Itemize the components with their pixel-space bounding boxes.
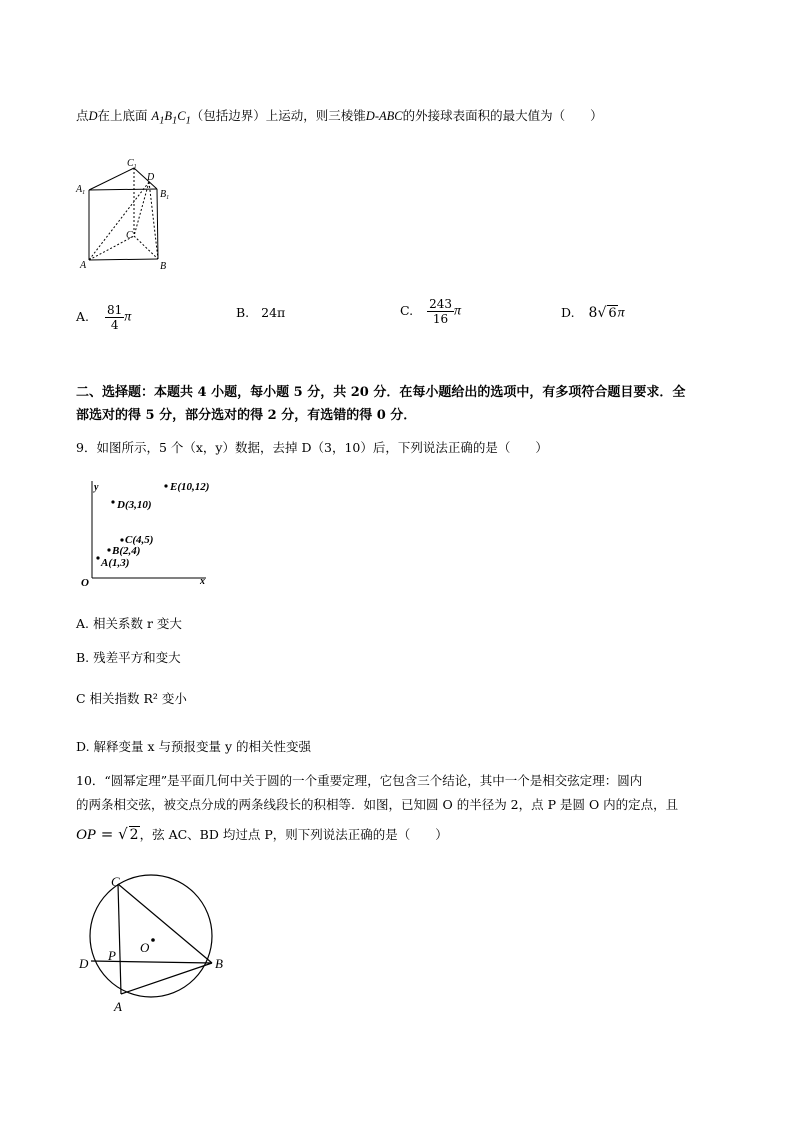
q8-face-sub: 1 bbox=[159, 115, 165, 127]
point-b-label: B(2,4) bbox=[112, 545, 141, 557]
label-c: C bbox=[111, 874, 120, 889]
edge-a1c1 bbox=[89, 168, 134, 190]
q8-text: （包括边界）上运动，则三棱锥 bbox=[190, 108, 366, 123]
q8-option-a[interactable] bbox=[76, 303, 131, 332]
q8-face-a: A bbox=[151, 109, 160, 123]
q9-option-a[interactable]: A. 相关系数 r 变大 bbox=[76, 616, 182, 631]
point-d bbox=[111, 500, 114, 503]
q9-option-d[interactable]: D. 解释变量 x 与预报变量 y 的相关性变强 bbox=[76, 739, 312, 754]
q8-option-d[interactable] bbox=[561, 305, 625, 322]
option-label: A. bbox=[76, 309, 90, 324]
q8-face-c: C bbox=[177, 109, 186, 123]
point-a-label: A(1,3) bbox=[101, 557, 130, 569]
scatter-plot bbox=[74, 476, 214, 588]
op-symbol: OP bbox=[76, 827, 96, 843]
q10-line-1: 10．“圆幂定理”是平面几何中关于圆的一个重要定理，它包含三个结论，其中一个是相交弦定理：圆内 bbox=[76, 773, 643, 788]
edge-da bbox=[89, 182, 149, 260]
label-b: B bbox=[215, 956, 223, 971]
q10-line-3 bbox=[76, 826, 448, 843]
q8-option-b[interactable] bbox=[236, 305, 285, 320]
origin-label: O bbox=[81, 577, 89, 588]
option-label: B. bbox=[236, 305, 250, 320]
point-d-label: D(3,10) bbox=[117, 499, 152, 511]
option-label: D. bbox=[561, 305, 575, 320]
y-axis-label: y bbox=[94, 482, 99, 493]
edge-ab bbox=[89, 259, 158, 260]
q9-option-c[interactable]: C 相关指数 R² 变小 bbox=[76, 691, 187, 706]
equals-sign: = bbox=[96, 825, 119, 843]
point-a bbox=[96, 556, 99, 559]
edge-dc bbox=[134, 182, 149, 236]
q8-option-c[interactable] bbox=[400, 297, 461, 326]
point-b bbox=[107, 548, 110, 551]
q8-face-sub: 1 bbox=[185, 115, 191, 127]
q8-face-b: B bbox=[164, 109, 173, 123]
point-c-label: C(4,5) bbox=[125, 534, 154, 546]
q8-pyramid: D-ABC bbox=[365, 109, 403, 123]
label-o: O bbox=[140, 940, 150, 955]
segment-ab bbox=[121, 963, 212, 994]
radicand: 6 bbox=[608, 306, 617, 321]
q8-text: 的外接球表面积的最大值为（ ） bbox=[402, 108, 603, 123]
q9-stem: 9．如图所示，5 个（x，y）数据，去掉 D（3，10）后，下列说法正确的是（ ） bbox=[76, 440, 548, 455]
q8-stem bbox=[76, 108, 603, 130]
q8-point-d: D bbox=[88, 109, 98, 123]
label-c: C bbox=[126, 230, 133, 241]
label-a1: $A_1$ bbox=[76, 184, 86, 196]
label-b: B bbox=[160, 261, 167, 272]
option-label: C. bbox=[400, 303, 414, 318]
pi-symbol: π bbox=[453, 303, 461, 319]
option-b-value: 24π bbox=[261, 305, 286, 320]
fraction bbox=[105, 303, 124, 332]
q9-option-b[interactable]: B. 残差平方和变大 bbox=[76, 650, 181, 665]
edge-bb1 bbox=[157, 189, 158, 259]
q8-text: 点 bbox=[76, 108, 89, 123]
point-e bbox=[164, 484, 167, 487]
coefficient: 8 bbox=[588, 305, 598, 321]
numerator: 81 bbox=[107, 303, 123, 317]
label-b1: $B_1$ bbox=[160, 189, 170, 201]
point-c bbox=[120, 538, 123, 541]
q10-line-2: 的两条相交弦，被交点分成的两条线段长的积相等．如图，已知圆 O 的半径为 2，点 P 是圆 O 内的定点，且 bbox=[76, 797, 679, 812]
q8-text: 在上底面 bbox=[97, 108, 148, 123]
pi-symbol: π bbox=[617, 305, 625, 321]
denominator: 16 bbox=[432, 312, 449, 326]
circle-o bbox=[90, 875, 212, 997]
label-c1: $C_1$ bbox=[127, 158, 137, 170]
radicand: 2 bbox=[129, 827, 139, 843]
segment-cb bbox=[118, 884, 212, 963]
label-d: D bbox=[147, 172, 155, 183]
section-2-line-2: 部选对的得 5 分，部分选对的得 2 分，有选错的得 0 分． bbox=[76, 408, 417, 423]
label-a: A bbox=[114, 999, 122, 1014]
point-e-label: E(10,12) bbox=[170, 481, 210, 493]
x-axis-label: x bbox=[200, 576, 205, 587]
section-2-line-1: 二、选择题：本题共 4 小题，每小题 5 分，共 20 分．在每小题给出的选项中，有多项符合题目要求．全 bbox=[76, 385, 686, 400]
label-d: D bbox=[79, 956, 89, 971]
sqrt-sign: √ bbox=[597, 305, 607, 321]
q10-line-3-text: ，弦 AC、BD 均过点 P，则下列说法正确的是（ ） bbox=[139, 827, 448, 842]
chord-ac bbox=[118, 884, 121, 994]
center-o bbox=[151, 938, 155, 942]
pi-symbol: π bbox=[124, 309, 132, 325]
q8-face bbox=[151, 109, 191, 127]
label-p: P bbox=[108, 948, 116, 963]
sqrt-sign: √ bbox=[118, 825, 128, 843]
q8-face-sub: 1 bbox=[172, 115, 178, 127]
denominator: 4 bbox=[110, 318, 119, 332]
circle-figure bbox=[74, 870, 234, 1020]
edge-cb-hidden bbox=[134, 236, 158, 259]
label-a: A bbox=[80, 260, 87, 271]
numerator: 243 bbox=[429, 297, 452, 311]
fraction bbox=[427, 297, 454, 326]
prism-figure bbox=[74, 156, 184, 274]
